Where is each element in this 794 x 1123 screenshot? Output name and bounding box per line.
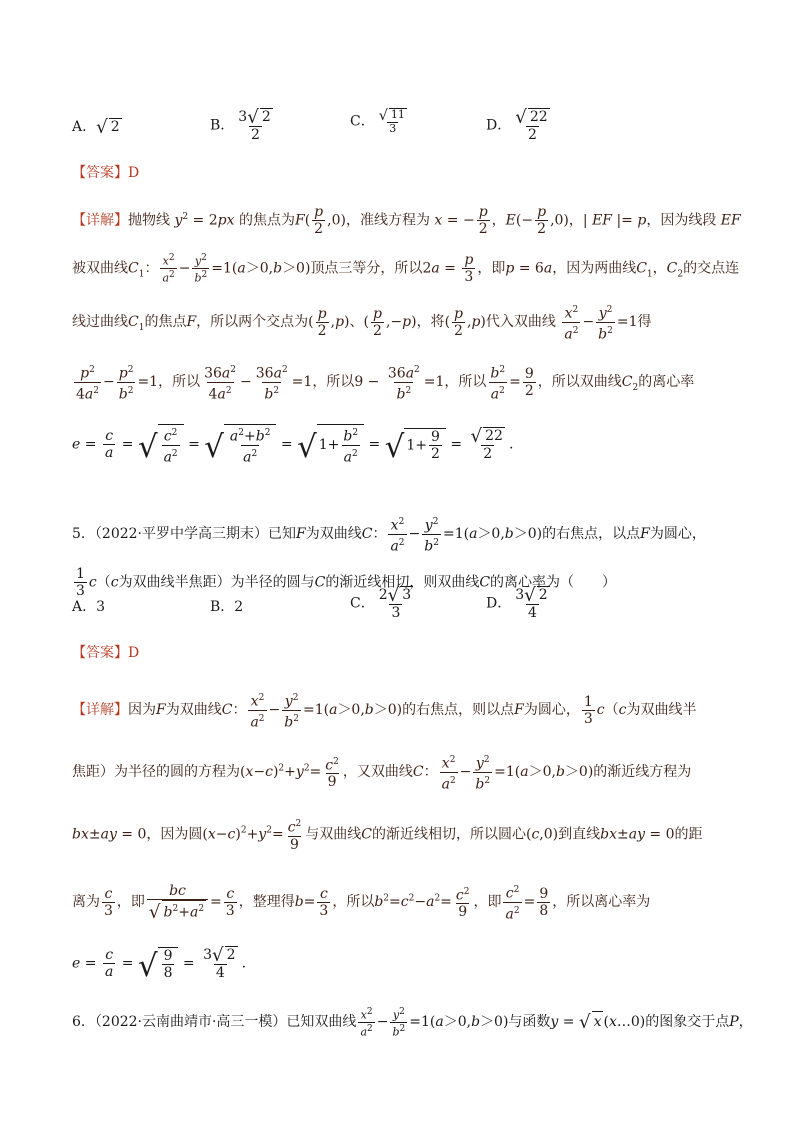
q5-option-a: A．3 [72, 599, 106, 615]
q4-detail-line-3: 线过曲线$C_1$的焦点F，所以两个交点为( $\frac{p}{2}$ ,p)、( $\frac{p}{2}$ ,−p)，将( $\frac{p}{2}$ ,p)代入双曲线 $\frac{x^2}{a^2}$ − $\frac{y^2}{b^2}$ =1得 [72, 305, 652, 343]
q4-eccentricity-formula: e = $\frac{c}{a}$ = √ $\frac{c^2}{a^2}$ = √ $\frac{a^2+b^2}{a^2}$ = √ 1+ $\frac{b^2}{a^2}$ = √ 1+ $\frac{9}{2}$ = $\frac{√ 22}{2}$ . [72, 424, 513, 465]
q5-header: 5．（2022·平罗中学高三期末）已知F为双曲线C： $\frac{x^2}{a^2}$ − $\frac{y^2}{b^2}$ =1(a＞0,b＞0)的右焦点，以点F为圆心， [72, 517, 706, 555]
q4-option-b: B． $\frac{3√ 2}{2}$ [210, 107, 271, 143]
q5-detail-line-4: 离为 $\frac{c}{3}$ ，即 $\frac{bc}{√ b^2+a^2}$ = $\frac{c}{3}$ ，整理得b= $\frac{c}{3}$ ，所以$b^2=c^2-a^2=$ $\frac{c^2}{9}$ ，即 $\frac{c^2}{a^2}$ = $\frac{9}{8}$ ，所以离心率为 [72, 882, 651, 924]
q5-option-d: D． $\frac{3√ 2}{4}$ [486, 585, 548, 621]
q6-header: 6．（2022·云南曲靖市·高三一模）已知双曲线 $\frac{x^2}{a^2}$ − $\frac{y^2}{b^2}$ =1(a＞0,b＞0)与函数y = √ x (x…0)的图象交于点P， [72, 1007, 753, 1039]
q4-detail-line-2: 被双曲线$C_1$： $\frac{x^2}{a^2}$ − $\frac{y^2}{b^2}$ =1(a＞0,b＞0)顶点三等分，所以2a = $\frac{p}{3}$ ，即p = 6a，因为两曲线$C_1$，$C_2$的交点连 [72, 252, 740, 285]
q5-option-c: C． $\frac{2√ 3}{3}$ [350, 585, 412, 621]
q5-answer: 【答案】D [72, 645, 140, 661]
q5-line-2: $\frac{1}{3}$ c（c为双曲线半焦距）为半径的圆与C的渐近线相切，则双曲线C的离心率为（ ） [76, 566, 617, 599]
q4-detail-line-4: $\frac{p^2}{4a^2}$ − $\frac{p^2}{b^2}$ =1，所以 $\frac{36a^2}{4a^2}$ − $\frac{36a^2}{b^2}$ =1，所以9 − $\frac{36a^2}{b^2}$ =1，所以 $\frac{b^2}{a^2}$ = $\frac{9}{2}$ ，所以双曲线$C_2$的离心率 [76, 365, 695, 403]
q4-option-c: C． $\frac{√ 11}{3}$ [350, 108, 405, 135]
q4-option-d: D． $\frac{√ 22}{2}$ [486, 107, 548, 143]
q4-option-a: A．√ 2 [72, 117, 120, 138]
q5-option-b: B．2 [210, 599, 244, 615]
q4-detail-line-1: 【详解】抛物线 $y^2 = 2px$ 的焦点为F( $\frac{p}{2}$ ,0)，准线方程为 x = − $\frac{p}{2}$ ，E(− $\frac{p}{2}$ ,0)，| EF |= p，因为线段 EF [72, 204, 741, 237]
q5-eccentricity-formula: e = $\frac{c}{a}$ = √ $\frac{9}{8}$ = $\frac{3√ 2}{4}$ . [72, 945, 247, 984]
q5-detail-line-2: 焦距）为半径的圆的方程为$(x-c)^2+y^2=$ $\frac{c^2}{9}$ ，又双曲线C： $\frac{x^2}{a^2}$ − $\frac{y^2}{b^2}$ =1(a＞0,b＞0)的渐近线方程为 [72, 755, 692, 793]
q5-detail-line-3: bx±ay = 0，因为圆$(x-c)^2+y^2=$ $\frac{c^2}{9}$ 与双曲线C的渐近线相切，所以圆心(c,0)到直线bx±ay = 0的距 [72, 819, 703, 853]
q5-detail-line-1: 【详解】因为F为双曲线C： $\frac{x^2}{a^2}$ − $\frac{y^2}{b^2}$ =1(a＞0,b＞0)的右焦点，则以点F为圆心， $\frac{1}{3}$ c（c为双曲线半 [72, 693, 697, 731]
q4-answer: 【答案】D [72, 165, 140, 181]
